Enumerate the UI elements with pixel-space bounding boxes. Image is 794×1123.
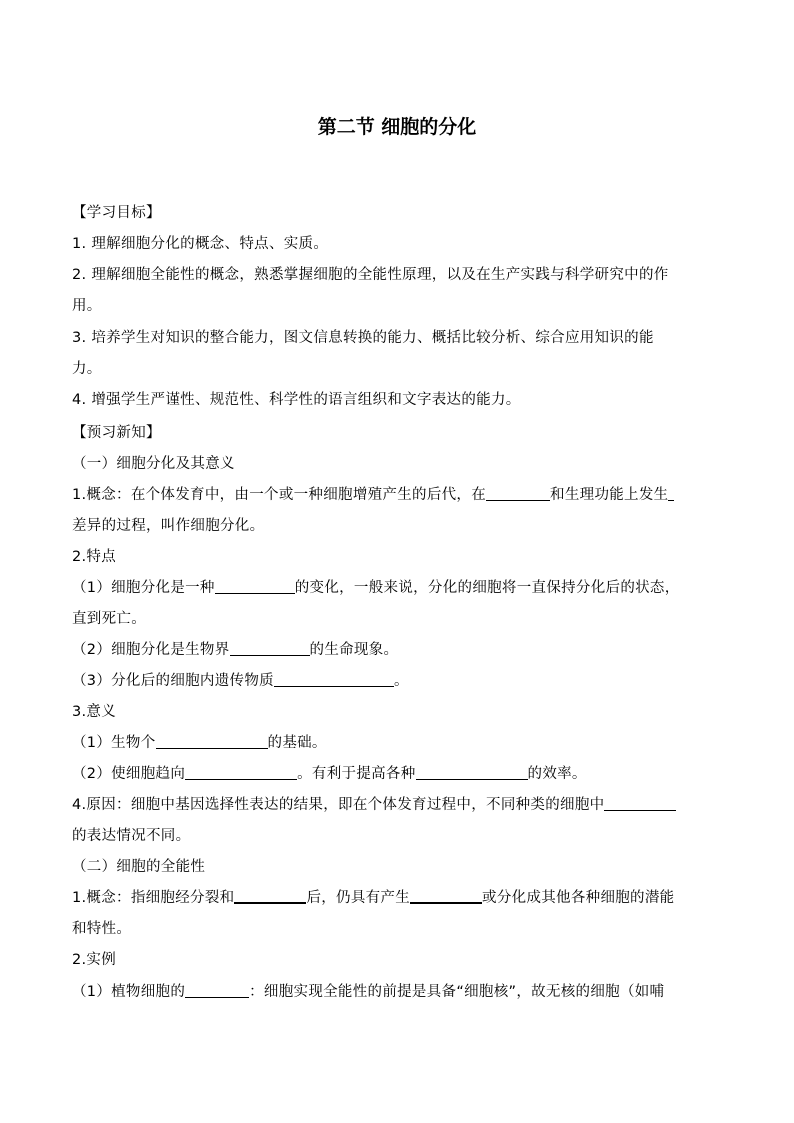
- fill-blank[interactable]: [486, 486, 550, 501]
- feature-1-text-a: （1）细胞分化是一种: [72, 580, 215, 596]
- feature-3: [72, 671, 732, 691]
- objective-2: 2. 理解细胞全能性的概念，熟悉掌握细胞的全能性原理，以及在生产实践与科学研究中的作: [72, 267, 669, 283]
- feature-3-text-b: 。: [393, 673, 409, 689]
- feature-2-text-a: （2）细胞分化是生物界: [72, 642, 230, 658]
- concept-line-cont: 差异的过程，叫作细胞分化。: [72, 518, 265, 534]
- concept-text-b: 和生理功能上发生: [550, 487, 669, 503]
- feature-2-text-b: 的生命现象。: [309, 642, 399, 658]
- feature-1-text-b: 的变化，一般来说，分化的细胞将一直保持分化后的状态，: [294, 580, 680, 596]
- cause-text-a: 4.原因：细胞中基因选择性表达的结果，即在个体发育过程中，不同种类的细胞中: [72, 797, 605, 813]
- fill-blank[interactable]: [410, 888, 482, 904]
- feature-2: [72, 640, 732, 660]
- fill-blank[interactable]: [604, 796, 676, 811]
- example-1: [72, 982, 732, 1002]
- significance-1: [72, 733, 732, 753]
- feature-3-text-a: （3）分化后的细胞内遗传物质: [72, 673, 274, 689]
- significance-1-text-a: （1）生物个: [72, 735, 156, 751]
- cause-line: [72, 795, 732, 815]
- example-1-text-a: （1）植物细胞的: [72, 984, 186, 1000]
- significance-2-text-a: （2）使细胞趋向: [72, 766, 186, 782]
- section-heading-preview: 【预习新知】: [72, 425, 161, 441]
- fill-blank[interactable]: [416, 765, 528, 780]
- objective-2-cont: 用。: [72, 298, 102, 314]
- significance-2: [72, 764, 732, 784]
- subsection-heading-2: （二）细胞的全能性: [72, 859, 206, 875]
- concept-text-a: 1.概念：在个体发育中，由一个或一种细胞增殖产生的后代，在: [72, 487, 487, 503]
- fill-blank[interactable]: [215, 579, 295, 594]
- totipotency-concept-cont: 和特性。: [72, 921, 132, 937]
- objective-3: 3. 培养学生对知识的整合能力，图文信息转换的能力、概括比较分析、综合应用知识的能: [72, 330, 654, 346]
- objective-4: 4. 增强学生严谨性、规范性、科学性的语言组织和文字表达的能力。: [72, 392, 521, 408]
- feature-1: [72, 578, 732, 598]
- concept-line: [72, 485, 732, 505]
- significance-1-text-b: 的基础。: [267, 735, 327, 751]
- example-1-text-b: ：细胞实现全能性的前提是具备“细胞核”，故无核的细胞（如哺: [249, 984, 665, 1000]
- fill-blank[interactable]: [185, 765, 297, 780]
- page-title: 第二节 细胞的分化: [317, 116, 477, 138]
- cause-line-cont: 的表达情况不同。: [72, 828, 191, 844]
- significance-2-text-b: 。有利于提高各种: [297, 766, 416, 782]
- feature-1-cont: 直到死亡。: [72, 611, 146, 627]
- significance-2-text-c: 的效率。: [527, 766, 587, 782]
- fill-blank[interactable]: [274, 672, 394, 687]
- significance-heading: 3.意义: [72, 704, 117, 720]
- objective-1: 1. 理解细胞分化的概念、特点、实质。: [72, 236, 329, 252]
- totipotency-concept: [72, 888, 732, 908]
- totipotency-text-c: 或分化成其他各种细胞的潜能: [482, 890, 675, 906]
- totipotency-text-b: 后，仍具有产生: [306, 890, 411, 906]
- fill-blank[interactable]: [668, 486, 674, 501]
- totipotency-text-a: 1.概念：指细胞经分裂和: [72, 890, 235, 906]
- examples-heading: 2.实例: [72, 952, 117, 968]
- fill-blank[interactable]: [156, 734, 268, 749]
- section-heading-objectives: 【学习目标】: [72, 205, 161, 221]
- fill-blank[interactable]: [185, 983, 249, 998]
- fill-blank[interactable]: [234, 888, 306, 904]
- objective-3-cont: 力。: [72, 361, 102, 377]
- subsection-heading-1: （一）细胞分化及其意义: [72, 456, 235, 472]
- fill-blank[interactable]: [230, 641, 310, 656]
- features-heading: 2.特点: [72, 549, 117, 565]
